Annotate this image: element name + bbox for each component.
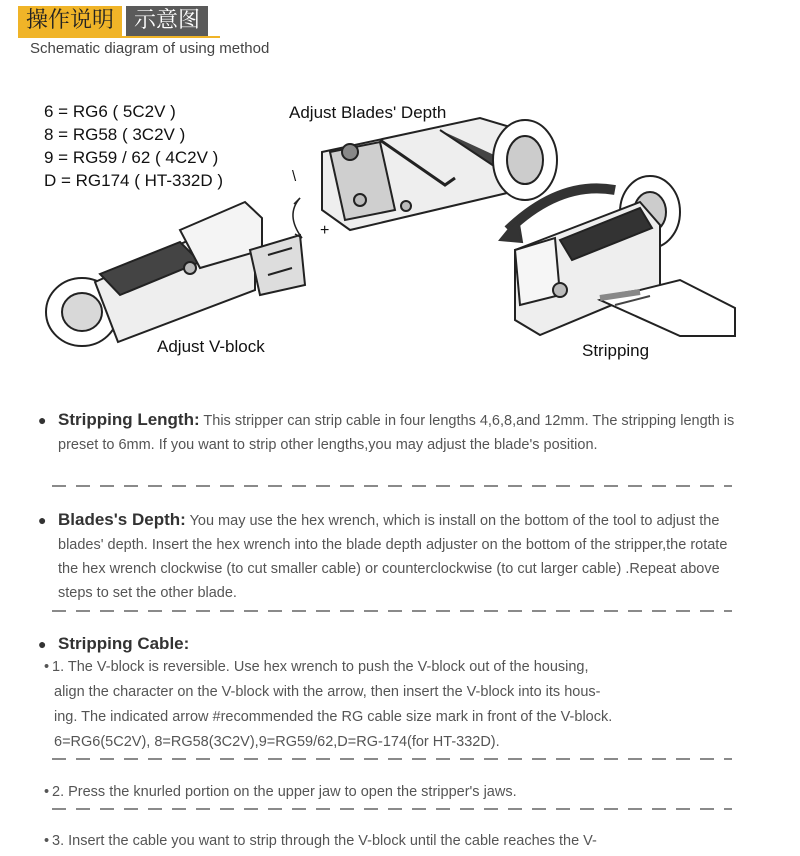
caption-adjust-vblock: Adjust V-block [157, 337, 265, 356]
header-title-primary: 操作说明 [18, 6, 122, 36]
section-text: This stripper can strip cable in four lengths 4,6,8,and 12mm. The stripping length is preset to 6mm. If you want to strip other lengths,you may adjust the blade's position. [58, 413, 735, 453]
subtitle: Schematic diagram of using method [30, 40, 270, 57]
caption-adjust-depth: Adjust Blades' Depth [289, 103, 447, 122]
step-2-text: 2. Press the knurled portion on the upper jaw to open the stripper's jaws. [52, 784, 517, 800]
section-heading: Blades's Depth: [58, 510, 186, 529]
section-heading: Stripping Cable: [58, 634, 190, 653]
bullet-icon: • [44, 784, 50, 800]
section-stripping-length [38, 408, 738, 457]
section-text: You may use the hex wrench, which is install on the bottom of the tool to adjust the blades' depth. Insert the hex wrench into the blade depth adjuster on the bottom of the stripper,the rotate the hex wrench clockwise (to cut smaller cable) or counterclockwise (to cut larger cable) .Repeat above steps to set the other blade. [58, 513, 728, 601]
stripper-illustration [0, 90, 800, 390]
section-heading: Stripping Length: [58, 410, 200, 429]
section-header [18, 6, 208, 36]
step-1-line: 6=RG6(5C2V), 8=RG58(3C2V),9=RG59/62,D=RG-174(for HT-332D). [54, 734, 500, 750]
section-stripping-cable [38, 632, 738, 657]
bullet-icon: ● [38, 512, 47, 528]
header-underline [18, 36, 220, 38]
step-3-text: 3. Insert the cable you want to strip through the V-block until the cable reaches the V- [52, 833, 597, 849]
step-1-line: 1. The V-block is reversible. Use hex wrench to push the V-block out of the housing, [52, 659, 589, 675]
header-title-secondary: 示意图 [126, 6, 208, 36]
rg-code-item: 8 = RG58 ( 3C2V ) [44, 125, 186, 144]
bullet-icon: • [44, 659, 50, 675]
minus-mark: \ [292, 168, 297, 185]
rg-code-item: 9 = RG59 / 62 ( 4C2V ) [44, 148, 219, 167]
step-1-line: ing. The indicated arrow #recommended the RG cable size mark in front of the V-block. [54, 709, 613, 725]
rg-code-item: D = RG174 ( HT-332D ) [44, 171, 224, 190]
step-3 [44, 829, 748, 854]
plus-mark: + [320, 222, 330, 239]
dashed-divider [52, 758, 732, 760]
caption-stripping: Stripping [582, 341, 650, 360]
section-blades-depth [38, 508, 738, 605]
dashed-divider [52, 485, 732, 487]
bullet-icon: ● [38, 412, 47, 428]
dashed-divider [52, 808, 732, 810]
bullet-icon: ● [38, 636, 47, 652]
step-1 [44, 655, 748, 755]
vblock-tool-drawing [46, 202, 305, 346]
dashed-divider [52, 610, 732, 612]
step-2 [44, 780, 748, 805]
rg-code-item: 6 = RG6 ( 5C2V ) [44, 102, 176, 121]
step-1-line: align the character on the V-block with the arrow, then insert the V-block into its hous- [54, 684, 601, 700]
bullet-icon: • [44, 833, 50, 849]
stripping-tool-drawing [500, 176, 735, 336]
